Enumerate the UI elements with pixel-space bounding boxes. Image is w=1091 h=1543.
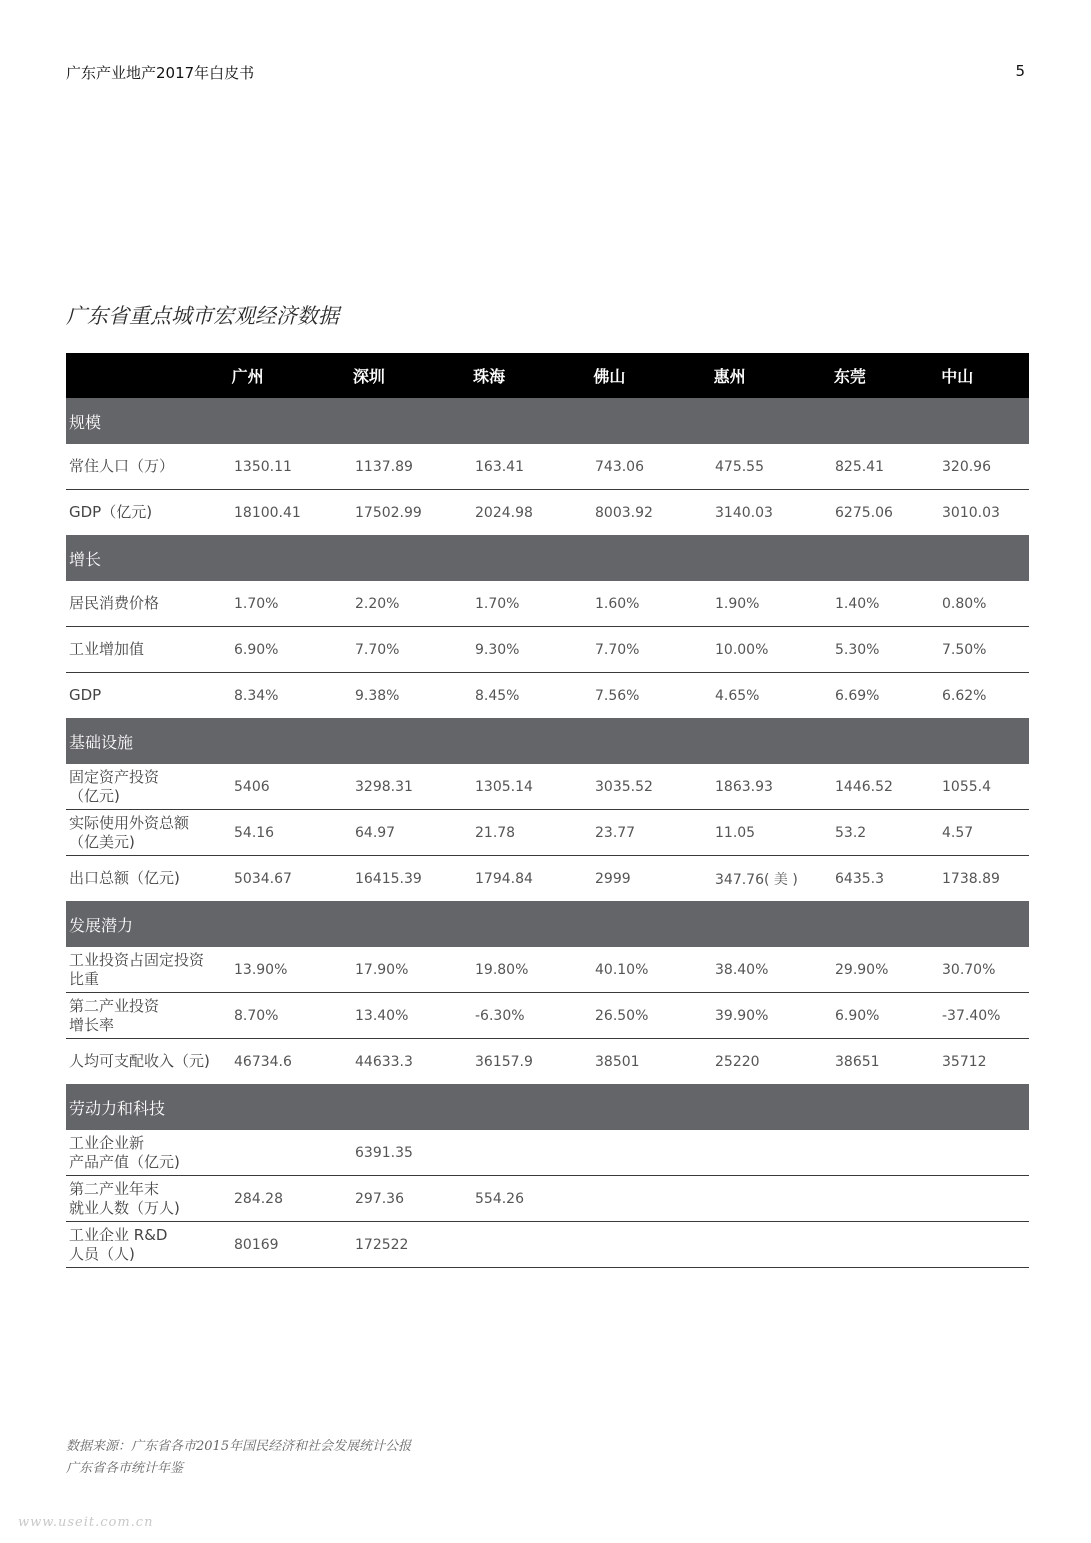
- row-label: [66, 997, 232, 1035]
- table-cell: 347.76( 美 ): [715, 871, 798, 888]
- row-label-line: 工业增加值: [69, 640, 145, 658]
- table-cell: 16415.39: [355, 870, 422, 887]
- table-cell: 18100.41: [234, 504, 301, 521]
- table-cell: 23.77: [595, 824, 636, 841]
- watermark: www.useit.com.cn: [18, 1515, 154, 1530]
- table-cell: 2999: [595, 870, 631, 887]
- table-cell: 38501: [595, 1053, 640, 1070]
- row-label-line: 第二产业投资: [69, 996, 160, 1015]
- column-header: 佛山: [593, 367, 626, 386]
- row-label-line: （亿美元): [69, 832, 135, 851]
- row-label-line: 固定资产投资: [69, 767, 160, 786]
- row-label-line: （亿元): [69, 786, 120, 805]
- table-cell: 53.2: [835, 824, 867, 841]
- section-header-row: 劳动力和科技: [66, 1084, 1029, 1130]
- table-cell: 3035.52: [595, 778, 653, 795]
- column-header: 中山: [941, 367, 974, 386]
- table-cell: 1794.84: [475, 870, 533, 887]
- row-label: [66, 594, 232, 613]
- table-cell: 5034.67: [234, 870, 292, 887]
- table-cell: 7.70%: [595, 641, 640, 658]
- row-label: [66, 1134, 232, 1172]
- table-cell: 8.70%: [234, 1007, 279, 1024]
- table-cell: 6.90%: [835, 1007, 880, 1024]
- table-row: [66, 673, 1029, 718]
- table-cell: 6.90%: [234, 641, 279, 658]
- table-cell: 9.38%: [355, 687, 400, 704]
- row-label-line: GDP: [69, 686, 102, 704]
- section-header-row: 基础设施: [66, 718, 1029, 764]
- data-source-note: [66, 1436, 411, 1480]
- table-cell: 44633.3: [355, 1053, 413, 1070]
- table-cell: 743.06: [595, 458, 644, 475]
- table-cell: 7.56%: [595, 687, 640, 704]
- document-header-title: 广东产业地产2017年白皮书: [66, 64, 255, 82]
- table-cell: 17.90%: [355, 961, 409, 978]
- row-label-line: 实际使用外资总额: [69, 813, 190, 832]
- table-cell: 4.65%: [715, 687, 760, 704]
- table-row: [66, 444, 1029, 490]
- page-number: 5: [1015, 62, 1025, 80]
- table-cell: 825.41: [835, 458, 884, 475]
- section-header-row: 规模: [66, 398, 1029, 444]
- table-cell: 1137.89: [355, 458, 413, 475]
- row-label: [66, 768, 232, 806]
- table-cell: 29.90%: [835, 961, 889, 978]
- column-header: 深圳: [352, 367, 385, 386]
- table-row: [66, 581, 1029, 627]
- table-row: [66, 490, 1029, 535]
- table-row: [66, 1222, 1029, 1268]
- table-cell: 297.36: [355, 1190, 404, 1207]
- row-label: [66, 503, 232, 522]
- table-cell: 9.30%: [475, 641, 520, 658]
- table-cell: 8.34%: [234, 687, 279, 704]
- table-cell: 7.50%: [942, 641, 987, 658]
- column-header: 东莞: [833, 367, 866, 386]
- table-cell: 39.90%: [715, 1007, 769, 1024]
- row-label: [66, 869, 232, 888]
- table-cell: 6275.06: [835, 504, 893, 521]
- table-cell: 0.80%: [942, 595, 987, 612]
- header-empty-cell: [66, 353, 230, 398]
- table-cell: 25220: [715, 1053, 760, 1070]
- table-cell: 38.40%: [715, 961, 769, 978]
- table-row: [66, 993, 1029, 1039]
- table-row: [66, 810, 1029, 856]
- row-label: [66, 1052, 232, 1071]
- table-cell: 320.96: [942, 458, 991, 475]
- table-cell: 8003.92: [595, 504, 653, 521]
- table-cell: 38651: [835, 1053, 880, 1070]
- table-cell: 46734.6: [234, 1053, 292, 1070]
- table-cell: 35712: [942, 1053, 987, 1070]
- table-cell: 4.57: [942, 824, 974, 841]
- table-cell: 163.41: [475, 458, 524, 475]
- table-cell: 475.55: [715, 458, 764, 475]
- row-label-line: 工业投资占固定投资: [69, 950, 205, 969]
- table-cell: -6.30%: [475, 1007, 525, 1024]
- source-line: 数据来源：广东省各市2015年国民经济和社会发展统计公报: [66, 1439, 412, 1454]
- table-row: [66, 627, 1029, 673]
- row-label: [66, 640, 232, 659]
- row-label-line: 就业人数（万人): [69, 1198, 180, 1217]
- table-cell: 3140.03: [715, 504, 773, 521]
- row-label-line: 人均可支配收入（元): [69, 1052, 210, 1070]
- table-cell: 1.70%: [234, 595, 279, 612]
- row-label-line: 常住人口（万）: [69, 457, 175, 475]
- row-label-line: 出口总额（亿元): [69, 869, 180, 887]
- table-cell: 8.45%: [475, 687, 520, 704]
- row-label-line: 增长率: [69, 1015, 115, 1034]
- section-header-row: 增长: [66, 535, 1029, 581]
- economic-data-table: [66, 353, 1029, 1268]
- table-row: [66, 1176, 1029, 1222]
- row-label: [66, 1226, 232, 1264]
- table-cell: 30.70%: [942, 961, 996, 978]
- table-cell: 1738.89: [942, 870, 1000, 887]
- row-label-line: 工业企业 R&D: [69, 1225, 168, 1244]
- table-cell: 2024.98: [475, 504, 533, 521]
- table-cell: 1.70%: [475, 595, 520, 612]
- row-label: [66, 686, 232, 705]
- table-cell: 3010.03: [942, 504, 1000, 521]
- table-cell: 6435.3: [835, 870, 884, 887]
- table-cell: 1305.14: [475, 778, 533, 795]
- row-label-line: 居民消费价格: [69, 594, 160, 612]
- row-label-line: 第二产业年末: [69, 1179, 160, 1198]
- table-row: [66, 1039, 1029, 1084]
- table-row: [66, 764, 1029, 810]
- source-line: 广东省各市统计年鉴: [66, 1461, 184, 1476]
- row-label-line: 产品产值（亿元): [69, 1152, 180, 1171]
- table-cell: 7.70%: [355, 641, 400, 658]
- table-cell: 80169: [234, 1236, 279, 1253]
- table-cell: 6391.35: [355, 1144, 413, 1161]
- table-cell: 21.78: [475, 824, 516, 841]
- table-cell: 554.26: [475, 1190, 524, 1207]
- table-cell: 11.05: [715, 824, 756, 841]
- table-cell: 1350.11: [234, 458, 292, 475]
- table-header-row: [66, 353, 1029, 398]
- table-cell: 10.00%: [715, 641, 769, 658]
- table-cell: 284.28: [234, 1190, 283, 1207]
- table-cell: 6.62%: [942, 687, 987, 704]
- row-label: [66, 1180, 232, 1218]
- table-cell: 6.69%: [835, 687, 880, 704]
- table-cell: 5.30%: [835, 641, 880, 658]
- table-cell: 40.10%: [595, 961, 649, 978]
- row-label: [66, 457, 232, 476]
- row-label-line: 人员（人): [69, 1244, 135, 1263]
- table-cell: 17502.99: [355, 504, 422, 521]
- table-cell: 3298.31: [355, 778, 413, 795]
- table-cell: 1.90%: [715, 595, 760, 612]
- table-cell: 19.80%: [475, 961, 529, 978]
- table-cell: 5406: [234, 778, 270, 795]
- table-row: [66, 1130, 1029, 1176]
- row-label-line: GDP（亿元): [69, 503, 153, 521]
- table-cell: 1055.4: [942, 778, 991, 795]
- table-cell: 1446.52: [835, 778, 893, 795]
- table-cell: 13.90%: [234, 961, 288, 978]
- table-cell: 1.60%: [595, 595, 640, 612]
- table-cell: 36157.9: [475, 1053, 533, 1070]
- column-header: 珠海: [473, 367, 506, 386]
- column-header: 惠州: [713, 367, 746, 386]
- row-label-line: 工业企业新: [69, 1133, 145, 1152]
- table-row: [66, 856, 1029, 901]
- row-label: [66, 951, 232, 989]
- table-cell: 13.40%: [355, 1007, 409, 1024]
- table-cell: 2.20%: [355, 595, 400, 612]
- section-header-row: 发展潜力: [66, 901, 1029, 947]
- table-cell: 26.50%: [595, 1007, 649, 1024]
- row-label: [66, 814, 232, 852]
- row-label-line: 比重: [69, 969, 100, 988]
- table-cell: 1863.93: [715, 778, 773, 795]
- table-cell: 172522: [355, 1236, 409, 1253]
- table-cell: -37.40%: [942, 1007, 1001, 1024]
- table-body: [66, 398, 1029, 1268]
- table-cell: 54.16: [234, 824, 275, 841]
- column-header: 广州: [231, 367, 264, 386]
- table-cell: 1.40%: [835, 595, 880, 612]
- table-row: [66, 947, 1029, 993]
- table-cell: 64.97: [355, 824, 396, 841]
- table-title: 广东省重点城市宏观经济数据: [66, 304, 339, 328]
